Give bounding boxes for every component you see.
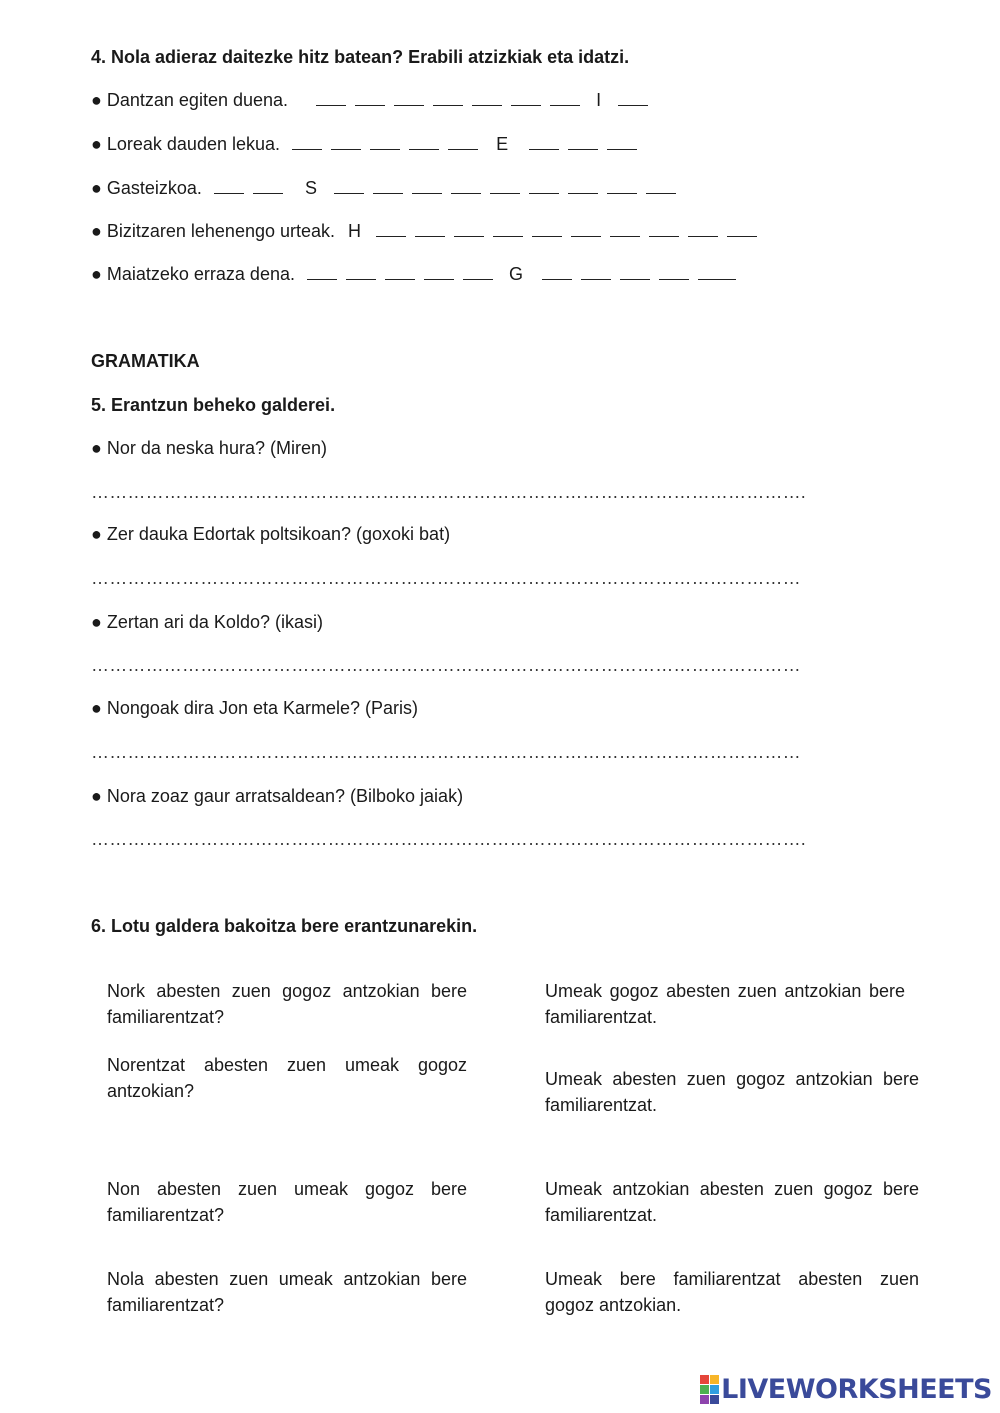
- question-1: ● Nor da neska hura? (Miren): [91, 438, 327, 458]
- letter-blank[interactable]: [532, 222, 562, 237]
- letter-blank[interactable]: [454, 222, 484, 237]
- suffix-item-5-text: ● Maiatzeko erraza dena.: [91, 264, 295, 284]
- letter-blank[interactable]: [659, 265, 689, 280]
- suffix-item-4: [91, 221, 766, 242]
- suffix-item-2-text: ● Loreak dauden lekua.: [91, 134, 281, 154]
- letter-blank[interactable]: [490, 179, 520, 194]
- question-3: ● Zertan ari da Koldo? (ikasi): [91, 612, 323, 632]
- letter-blank[interactable]: [253, 179, 283, 194]
- letter-blank[interactable]: [373, 179, 403, 194]
- letter-blank[interactable]: [607, 179, 637, 194]
- given-letter: I: [596, 90, 602, 110]
- answer-line-5[interactable]: ……………………………………………………………………………………………………….: [91, 829, 807, 849]
- suffix-item-4-text: ● Bizitzaren lehenengo urteak.: [91, 221, 336, 241]
- match-question-1[interactable]: Nork abesten zuen gogoz antzokian bere familiarentzat?: [107, 981, 467, 1027]
- letter-blank[interactable]: [448, 135, 478, 150]
- letter-blank[interactable]: [607, 135, 637, 150]
- letter-blank[interactable]: [618, 91, 648, 106]
- letter-blank[interactable]: [727, 222, 757, 237]
- letter-blank[interactable]: [493, 222, 523, 237]
- letter-blank[interactable]: [649, 222, 679, 237]
- letter-blank[interactable]: [620, 265, 650, 280]
- suffix-item-2: [91, 134, 646, 155]
- logo-squares-icon: [700, 1375, 719, 1404]
- letter-blank[interactable]: [610, 222, 640, 237]
- letter-blank[interactable]: [412, 179, 442, 194]
- letter-blank[interactable]: [542, 265, 572, 280]
- letter-blank[interactable]: [376, 222, 406, 237]
- letter-blank[interactable]: [571, 222, 601, 237]
- letter-blank[interactable]: [424, 265, 454, 280]
- logo-text: LIVEWORKSHEETS: [721, 1374, 992, 1405]
- letter-blank[interactable]: [355, 91, 385, 106]
- match-answer-2[interactable]: Umeak abesten zuen gogoz antzokian bere familiarentzat.: [545, 1069, 919, 1115]
- letter-blank[interactable]: [346, 265, 376, 280]
- logo-square: [710, 1385, 719, 1394]
- letter-blank[interactable]: [646, 179, 676, 194]
- match-answer-4[interactable]: Umeak bere familiarentzat abesten zuen gogoz antzokian.: [545, 1269, 919, 1315]
- letter-blank[interactable]: [334, 179, 364, 194]
- answer-line-3[interactable]: ………………………………………………………………………………………………………: [91, 655, 801, 675]
- suffix-item-1-text: ● Dantzan egiten duena.: [91, 90, 289, 110]
- given-letter: H: [348, 221, 362, 241]
- section-4-title: 4. Nola adieraz daitezke hitz batean? Erabili atzizkiak eta idatzi.: [91, 47, 630, 67]
- letter-blank[interactable]: [568, 135, 598, 150]
- given-letter: E: [496, 134, 509, 154]
- question-2: ● Zer dauka Edortak poltsikoan? (goxoki bat): [91, 524, 451, 544]
- letter-blank[interactable]: [463, 265, 493, 280]
- match-question-2[interactable]: Norentzat abesten zuen umeak gogoz antzokian?: [107, 1055, 467, 1101]
- letter-blank[interactable]: [292, 135, 322, 150]
- letter-blank[interactable]: [529, 135, 559, 150]
- letter-blank[interactable]: [331, 135, 361, 150]
- letter-blank[interactable]: [433, 91, 463, 106]
- letter-blank[interactable]: [316, 91, 346, 106]
- letter-blank[interactable]: [688, 222, 718, 237]
- logo-square: [710, 1395, 719, 1404]
- letter-blank[interactable]: [550, 91, 580, 106]
- question-4: ● Nongoak dira Jon eta Karmele? (Paris): [91, 698, 419, 718]
- match-answer-1[interactable]: Umeak gogoz abesten zuen antzokian bere familiarentzat.: [545, 981, 905, 1027]
- letter-blank[interactable]: [472, 91, 502, 106]
- question-5: ● Nora zoaz gaur arratsaldean? (Bilboko jaiak): [91, 786, 464, 806]
- section-5-title: 5. Erantzun beheko galderei.: [91, 395, 336, 415]
- letter-blank[interactable]: [307, 265, 337, 280]
- letter-blank[interactable]: [394, 91, 424, 106]
- letter-blank[interactable]: [451, 179, 481, 194]
- letter-blank[interactable]: [409, 135, 439, 150]
- letter-blank[interactable]: [370, 135, 400, 150]
- match-answer-3[interactable]: Umeak antzokian abesten zuen gogoz bere familiarentzat.: [545, 1179, 919, 1225]
- letter-blank[interactable]: [698, 265, 736, 280]
- logo-square: [700, 1395, 709, 1404]
- grammar-heading: GRAMATIKA: [91, 351, 200, 371]
- answer-line-1[interactable]: ……………………………………………………………………………………………………….: [91, 482, 807, 502]
- letter-blank[interactable]: [511, 91, 541, 106]
- letter-blank[interactable]: [415, 222, 445, 237]
- suffix-item-3-text: ● Gasteizkoa.: [91, 178, 202, 198]
- letter-blank[interactable]: [581, 265, 611, 280]
- letter-blank[interactable]: [568, 179, 598, 194]
- answer-line-4[interactable]: ………………………………………………………………………………………………………: [91, 742, 801, 762]
- suffix-item-1: [91, 90, 657, 111]
- letter-blank[interactable]: [529, 179, 559, 194]
- logo-square: [700, 1385, 709, 1394]
- liveworksheets-logo: [700, 1374, 992, 1405]
- section-6-title: 6. Lotu galdera bakoitza bere erantzunarekin.: [91, 916, 478, 936]
- suffix-item-5: [91, 264, 745, 285]
- suffix-item-3: [91, 178, 685, 199]
- given-letter: S: [304, 178, 317, 198]
- letter-blank[interactable]: [214, 179, 244, 194]
- logo-square: [710, 1375, 719, 1384]
- logo-square: [700, 1375, 709, 1384]
- given-letter: G: [509, 264, 524, 284]
- answer-line-2[interactable]: ………………………………………………………………………………………………………: [91, 568, 801, 588]
- letter-blank[interactable]: [385, 265, 415, 280]
- match-question-4[interactable]: Nola abesten zuen umeak antzokian bere familiarentzat?: [107, 1269, 467, 1315]
- match-question-3[interactable]: Non abesten zuen umeak gogoz bere familiarentzat?: [107, 1179, 467, 1225]
